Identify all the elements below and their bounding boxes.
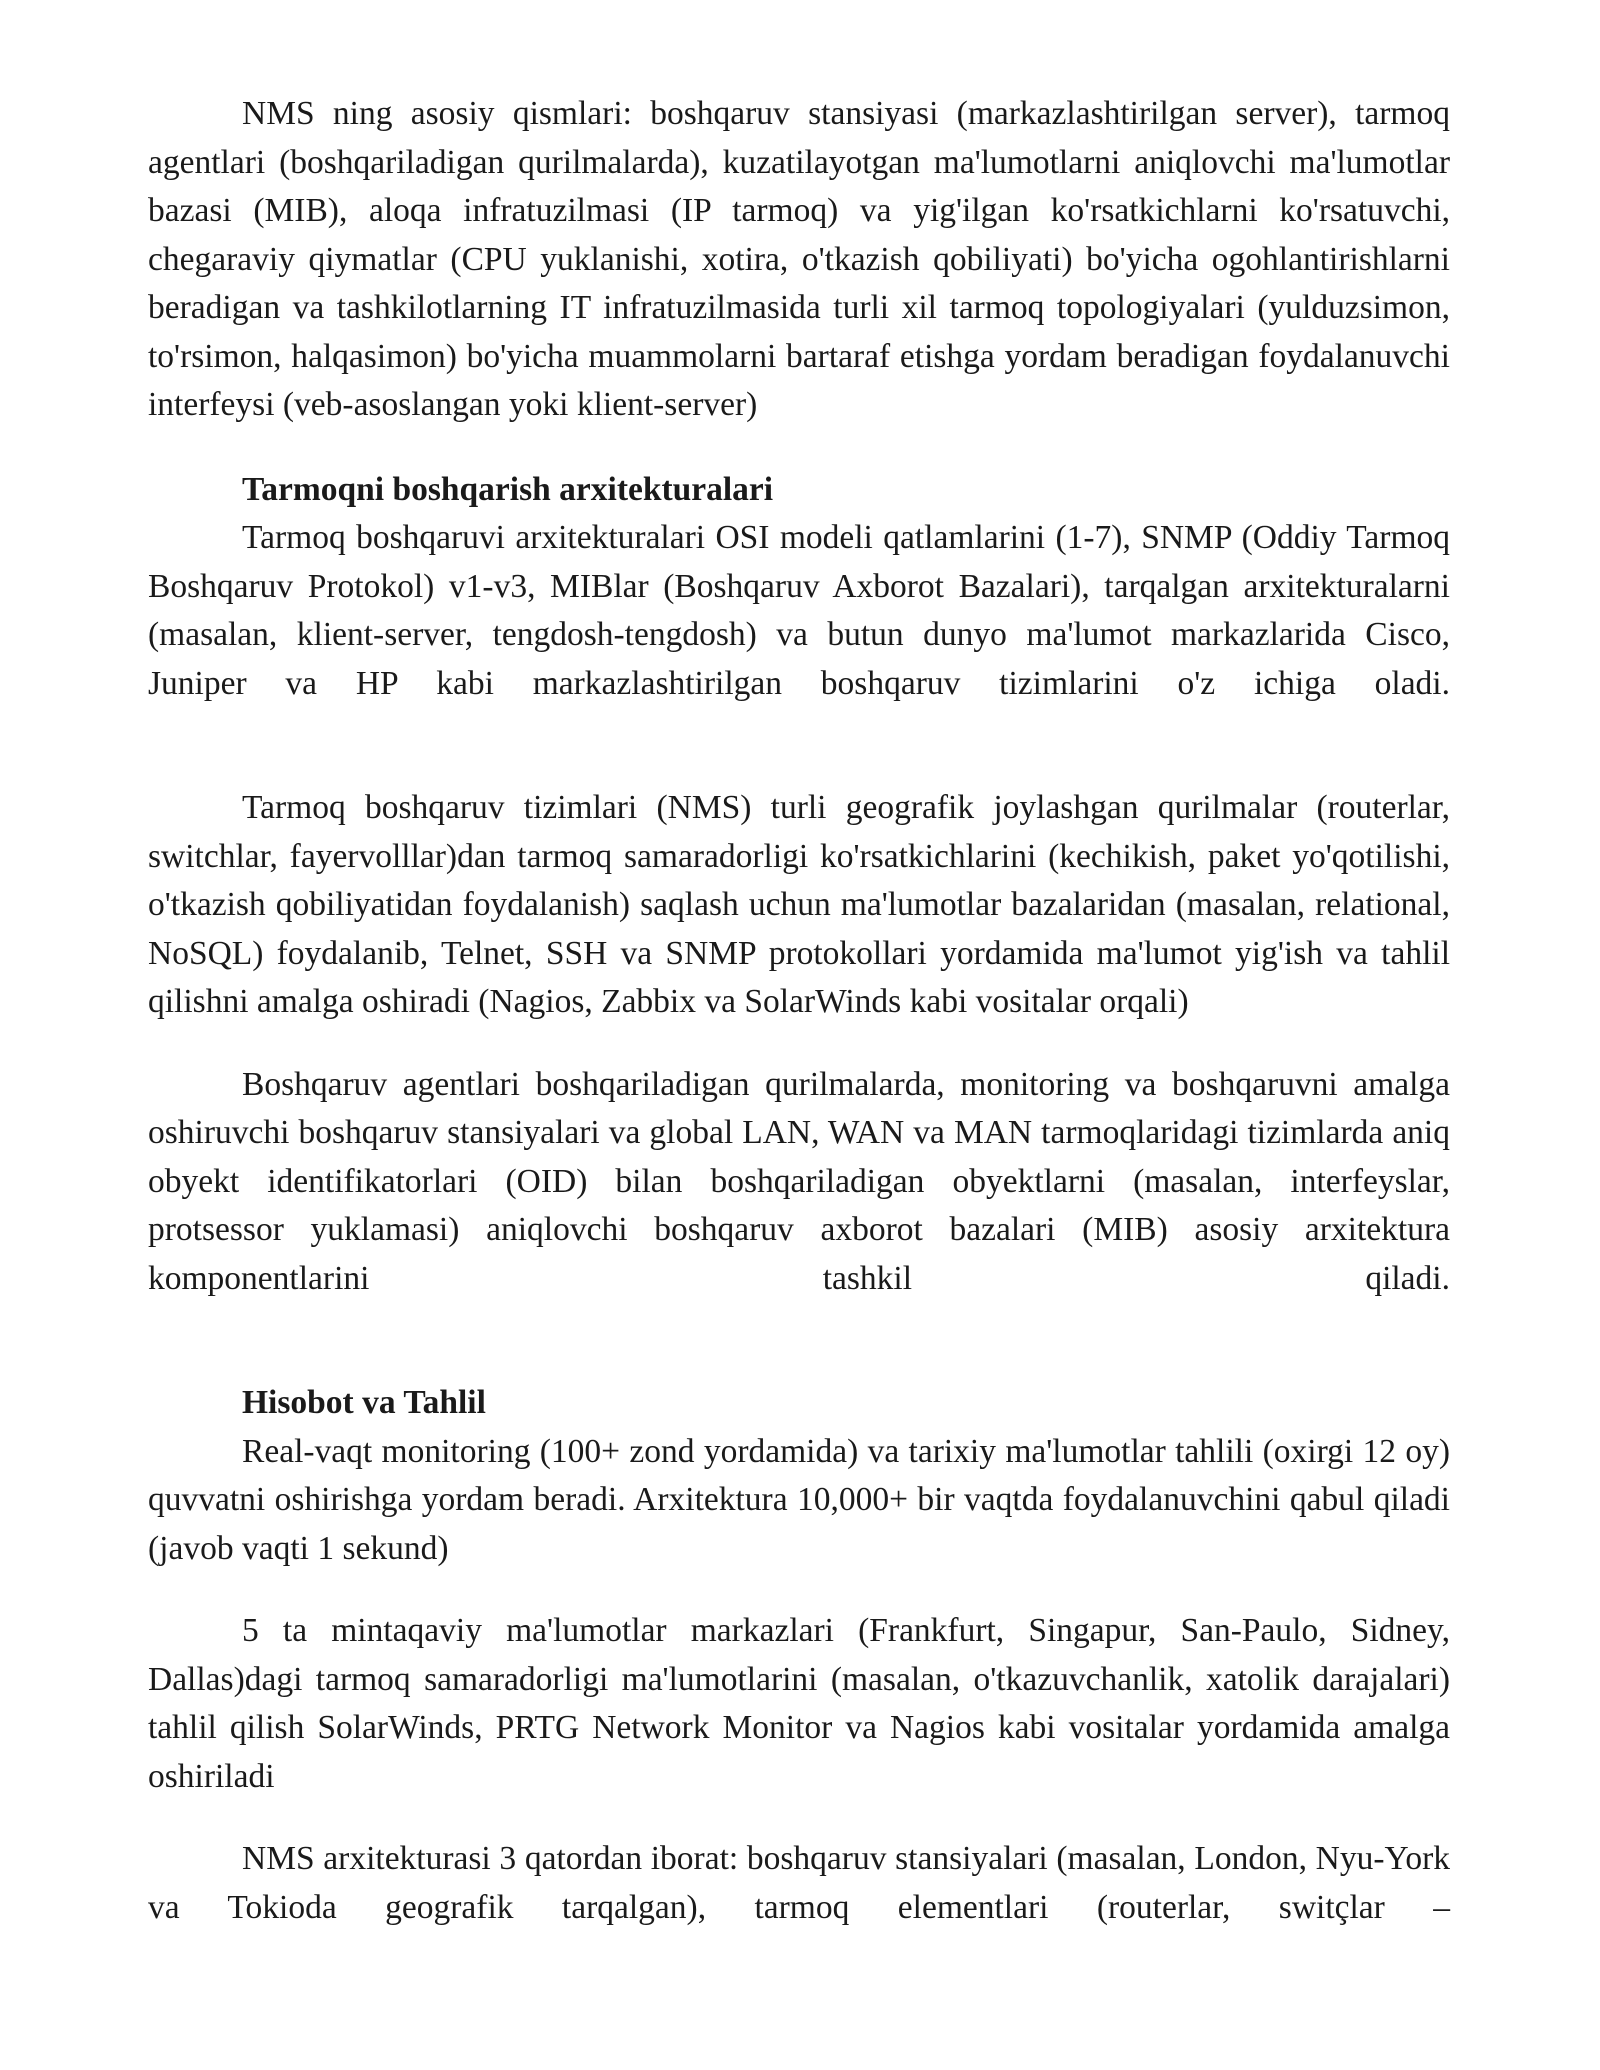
spacer [148,1573,1450,1607]
spacer [148,430,1450,466]
spacer [148,708,1450,784]
paragraph-nms-components: NMS ning asosiy qismlari: boshqaruv stansiyasi (markazlashtirilgan server), tarmoq agentlari (boshqariladigan qurilmalarda), kuzatilayotgan ma'lumotlarni aniqlovchi ma'lumotlar bazasi (MIB), aloqa infratuzilmasi (IP tarmoq) va yig'ilgan ko'rsatkichlarni ko'rsatuvchi, chegaraviy qiymatlar (CPU yuklanishi, xotira, o'tkazish qobiliyati) bo'yicha ogohlantirishlarni beradigan va tashkilotlarning IT infratuzilmasida turli xil tarmoq topologiyalari (yulduzsimon, to'rsimon, halqasimon) bo'yicha muammolarni bartaraf etishga yordam beradigan foydalanuvchi interfeysi (veb-asoslangan yoki klient-server) [148,95,1450,423]
spacer [148,1303,1450,1379]
spacer [148,1027,1450,1061]
paragraph-regional-datacenters: 5 ta mintaqaviy ma'lumotlar markazlari (Frankfurt, Singapur, San-Paulo, Sidney, Dallas)dagi tarmoq samaradorligi ma'lumotlarini (masalan, o'tkazuvchanlik, xatolik darajalari) tahlil qilish SolarWinds, PRTG Network Monitor va Nagios kabi vositalar yordamida amalga oshiriladi [148,1612,1450,1795]
document-page [148,90,1450,1932]
paragraph-nms-systems: Tarmoq boshqaruv tizimlari (NMS) turli geografik joylashgan qurilmalar (routerlar, switchlar, fayervolllar)dan tarmoq samaradorligi ko'rsatkichlarini (kechikish, paket yo'qotilishi, o'tkazish qobiliyatidan foydalanish) saqlash uchun ma'lumotlar bazalaridan (masalan, relational, NoSQL) foydalanib, Telnet, SSH va SNMP protokollari yordamida ma'lumot yig'ish va tahlil qilishni amalga oshiradi (Nagios, Zabbix va SolarWinds kabi vositalar orqali) [148,789,1450,1020]
paragraph-realtime-monitoring: Real-vaqt monitoring (100+ zond yordamida) va tarixiy ma'lumotlar tahlili (oxirgi 12 oy) quvvatni oshirishga yordam beradi. Arxitektura 10,000+ bir vaqtda foydalanuvchini qabul qiladi (javob vaqti 1 sekund) [148,1432,1450,1567]
paragraph-management-agents: Boshqaruv agentlari boshqariladigan qurilmalarda, monitoring va boshqaruvni amalga oshiruvchi boshqaruv stansiyalari va global LAN, WAN va MAN tarmoqlaridagi tizimlarda aniq obyekt identifikatorlari (OID) bilan boshqariladigan obyektlarni (masalan, interfeyslar, protsessor yuklamasi) aniqlovchi boshqaruv axborot bazalari (MIB) asosiy arxitektura komponentlarini tashkil qiladi. [148,1065,1450,1297]
heading-architectures: Tarmoqni boshqarish arxitekturalari [242,470,774,508]
paragraph-nms-tiers: NMS arxitekturasi 3 qatordan iborat: boshqaruv stansiyalari (masalan, London, Nyu-York va Tokioda geografik tarqalgan), tarmoq elementlari (routerlar, switçlar – [148,1840,1450,1926]
paragraph-architectures: Tarmoq boshqaruvi arxitekturalari OSI modeli qatlamlarini (1-7), SNMP (Oddiy Tarmoq Boshqaruv Protokol) v1-v3, MIBlar (Boshqaruv Axborot Bazalari), tarqalgan arxitekturalarni (masalan, klient-server, tengdosh-tengdosh) va butun dunyo ma'lumot markazlarida Cisco, Juniper va HP kabi markazlashtirilgan boshqaruv tizimlarini o'z ichiga oladi. [148,519,1450,702]
spacer [148,1801,1450,1835]
heading-reporting: Hisobot va Tahlil [242,1384,486,1421]
